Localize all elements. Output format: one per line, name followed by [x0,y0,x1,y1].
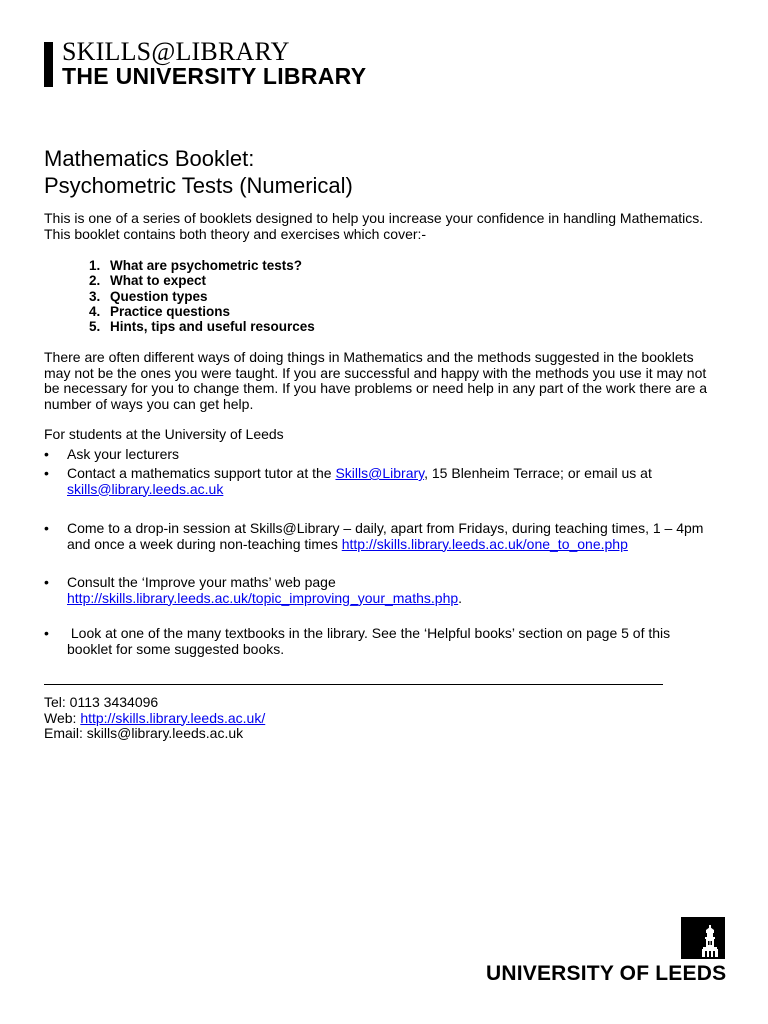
contents-list [89,258,315,334]
contents-number: 4. [89,303,101,319]
logo-bar [44,42,53,87]
help-list [44,521,734,552]
contents-label: Practice questions [110,303,231,319]
contact-web-label: Web: [44,709,81,726]
bullet-text: Consult the ‘Improve your maths’ web page [67,574,336,590]
web-link[interactable]: http://skills.library.leeds.ac.uk/ [80,709,266,726]
bullet-text: Ask your lecturers [67,446,180,462]
support-email-link[interactable]: skills@library.leeds.ac.uk [67,480,224,497]
improve-maths-link[interactable]: http://skills.library.leeds.ac.uk/topic_improving_your_maths.php [67,589,459,606]
bullet-text: Come to a drop-in session at Skills@Library – daily, apart from Fridays, during teaching times, 1 – 4pm [67,520,704,536]
bullet-text: booklet for some suggested books. [67,640,285,657]
bullet-text: . [458,589,463,606]
title-line2: Psychometric Tests (Numerical) [44,173,353,198]
help-list [44,575,734,606]
list-item [44,575,734,606]
methods-line3: be necessary for you to change them. If you have problems or need help in any part of the work there are a [44,380,708,396]
bullet-icon: • [44,465,49,481]
help-list [44,626,734,657]
bullet-icon: • [44,446,49,462]
contact-email: Email: skills@library.leeds.ac.uk [44,725,244,741]
contact-block [44,695,265,742]
bullet-icon: • [44,625,49,641]
contents-item [89,319,315,334]
bullet-text: Look at one of the many textbooks in the library. See the ‘Helpful books’ section on page 5 of this [67,625,671,641]
contents-number: 1. [89,258,101,273]
intro-paragraph [44,211,734,242]
for-students-heading: For students at the University of Leeds [44,426,284,442]
bullet-text: Contact a mathematics support tutor at the [67,465,336,481]
contents-item [89,258,315,273]
one-to-one-link[interactable]: http://skills.library.leeds.ac.uk/one_to_one.php [341,535,628,552]
bullet-text: , 15 Blenheim Terrace; or email us at [424,465,652,481]
logo-line2: THE UNIVERSITY LIBRARY [62,63,367,89]
contents-number: 2. [89,273,101,289]
list-item [44,521,734,552]
list-item [44,447,734,463]
contact-web [44,711,265,727]
contents-label: What to expect [110,273,207,289]
contents-label: Question types [110,288,208,304]
leeds-tower-icon [681,917,725,959]
bullet-text: and once a week during non-teaching times [67,535,342,552]
list-item [44,466,734,497]
list-item [44,626,734,657]
methods-paragraph [44,350,734,412]
contents-item [89,289,315,304]
logo-line1: SKILLS@LIBRARY [62,37,290,66]
bullet-icon: • [44,520,49,536]
title-line1: Mathematics Booklet: [44,146,255,171]
methods-line2: may not be the ones you were taught. If you are successful and happy with the methods you use it may not [44,364,707,381]
methods-line1: There are often different ways of doing things in Mathematics and the methods suggested in the booklets [44,349,694,365]
help-list [44,447,734,463]
leeds-tower-svg [681,917,725,959]
page-title [44,145,353,199]
divider [44,684,663,685]
intro-line2: This booklet contains both theory and exercises which cover:- [44,225,427,242]
contents-label: Hints, tips and useful resources [110,319,315,335]
intro-line1: This is one of a series of booklets designed to help you increase your confidence in handling Mathematics. [44,210,704,226]
contents-number: 3. [89,288,101,304]
contents-item [89,304,315,319]
help-list [44,466,734,497]
contents-label: What are psychometric tests? [110,258,303,273]
contents-number: 5. [89,319,101,335]
skills-library-link[interactable]: Skills@Library [335,465,425,481]
bullet-icon: • [44,574,49,590]
university-name: UNIVERSITY OF LEEDS [486,962,727,985]
contents-item [89,273,315,288]
skills-library-logo [44,37,384,90]
methods-line4: number of ways you can get help. [44,395,254,412]
contact-tel: Tel: 0113 3434096 [44,694,159,710]
